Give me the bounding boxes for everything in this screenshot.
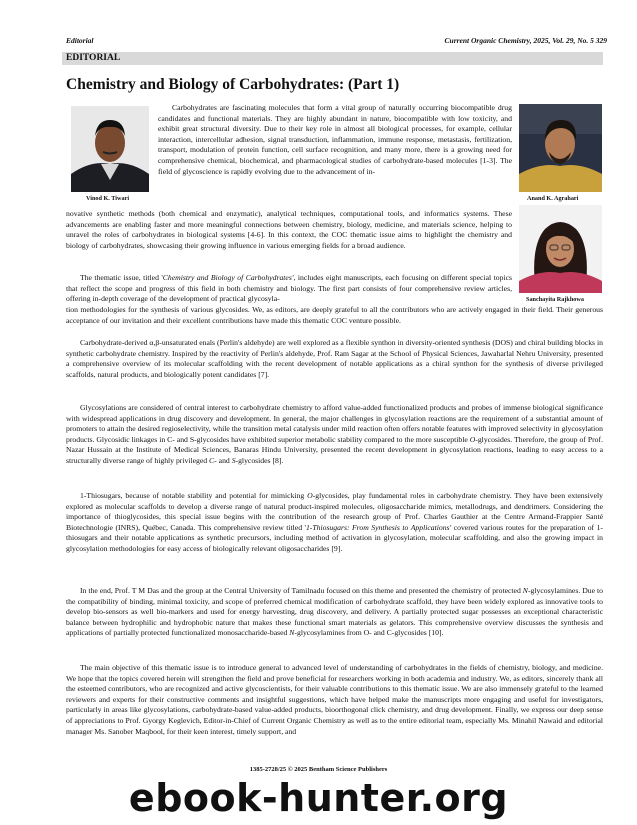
watermark: ebook-hunter.org xyxy=(128,776,509,820)
author-photo-2 xyxy=(519,104,602,192)
author-caption-3: Sanchayita Rajkhowa xyxy=(526,296,584,303)
paragraph-1a: Carbohydrates are fascinating molecules that form a vital group of naturally occurring biocompatible drug candidates and functional materials. They are highly abundant in nature, biocompatible with low toxicity, and exhibit great structural diversity. Due to their key role in almost all biological processes, for example, cellular interaction, intercellular adhesion, signal transduction, inflammation, immune response, metastasis, fertilization, transport, modulation of protein function, cell surface recognition, and many more, there is a growing need for comprehensive chemical, biochemical, and pharmacological studies of carbohydrate-based molecules [1-3]. The field of glycoscience is rapidly evolving due to the advancement of in- xyxy=(158,103,512,176)
paragraph-4: Glycosylations are considered of central interest to carbohydrate chemistry to afford value-added functionalized products and probes of immense biological significance with widespread applications in drug discovery and development. In general, the major challenges in glycosylation reactions are the requirement of a substantial amount of promoters to attain the desired regioselectivity, while the transition metal catalysis under mild reaction often offers notable features with improved selectivity in glycosylation products. Glycosidic linkages in C- and S-glycosides have exhibited superior metabolic stability compared to the more susceptible O-glycosides. Therefore, the group of Prof. Nazar Hussain at the Institute of Medical Sciences, Banaras Hindu University, presented the recent development in glycosylation reactions, leading to easy access to a structurally diverse range of highly privileged C- and S-glycosides [8]. xyxy=(66,403,603,465)
author-caption-2: Anand K. Agrahari xyxy=(527,195,579,202)
section-band: EDITORIAL xyxy=(62,52,603,65)
author-photo-3 xyxy=(519,205,602,293)
paragraph-6: In the end, Prof. T M Das and the group at the Central University of Tamilnadu focused on this theme and presented the chemistry of protected N-glycosylamines. Due to the compatibility of binding, minimal toxicity, and scope of preferred chemical modification of carbohydrate scaffold, they have been widely explored as innovative tools to develop bio-sensors as well bio-markers and used for energy harvesting, drug discovery, and delivery. A partially protected sugar possesses an exceptional characteristic balance between hydrophilic and hydrophobic nature that makes these functional smart materials as gelators. This comprehensive overview discusses the synthesis and applications of partially protected functionalized monosaccharide-based N-glycosylamines from O- and C-glycosides [10]. xyxy=(66,586,603,638)
author-caption-1: Vinod K. Tiwari xyxy=(86,195,130,202)
author-photo-1 xyxy=(71,106,149,192)
header-journal: Current Organic Chemistry, 2025, Vol. 29, No. 5 329 xyxy=(444,36,607,45)
paragraph-1b: novative synthetic methods (both chemical and enzymatic), analytical techniques, computational tools, and informatics systems. These advancements are enabling faster and more meaningful connections between chemistry, biology, medicine, and materials science, helping to unravel the roles of carbohydrates in biological systems [4-6]. In this context, the COC thematic issue aims to highlight the chemistry and biology of carbohydrates, showcasing their growing influence in various emerging fields for a broad audience. xyxy=(66,209,512,250)
paragraph-2a: The thematic issue, titled 'Chemistry and Biology of Carbohydrates', includes eight manuscripts, each focusing on different special topics that reflect the scope and progress of this field in both chemistry and biology. The first part consists of four comprehensive review articles, offering in-depth coverage of the development of practical glycosyla- xyxy=(66,273,512,304)
paragraph-5: 1-Thiosugars, because of notable stability and potential for mimicking O-glycosides, play fundamental roles in carbohydrate chemistry. They have been extensively explored as molecular scaffolds to develop a diverse range of natural product-inspired molecules, oligosaccharide mimics, metallodrugs, and dendrimers. Considering the importance of thioglycosides, this special issue begins with the contribution of the research group of Prof. Charles Gauthier at the Centre Armand-Frappier Santé Biotechnologie (INRS), Québec, Canada. This comprehensive review titled '1-Thiosugars: From Synthesis to Applications' covered various routes for the preparation of 1-thiosugars and their notable applications as synthetic precursors, including method of activation in glycosylation, molecular scaffolding, and also the growing impact in glycosylation methodologies for easy access of biologically relevant oligosaccharides [9]. xyxy=(66,491,603,553)
paragraph-2b: tion methodologies for the synthesis of various glycosides. We, as editors, are deeply grateful to all the contributors who are actively engaged in their field. Their generous acceptance of our invitation and their excellent contributions have made this thematic COC venture possible. xyxy=(66,305,603,325)
paragraph-3: Carbohydrate-derived α,β-unsaturated enals (Perlin's aldehyde) are well explored as a flexible synthon in diversity-oriented synthesis (DOS) and chiral building blocks in synthetic carbohydrate chemistry. Inspired by the reactivity of Perlin's aldehyde, Prof. Ram Sagar at the School of Physical Sciences, Jawaharlal Nehru University, presented a comprehensive overview of its molecular scaffolding with the recent development of notable applications as a chiral synthon for the synthesis of diverse privileged scaffolds, natural products, and biologically potent candidates [7]. xyxy=(66,338,603,379)
running-header xyxy=(66,36,607,48)
paragraph-7: The main objective of this thematic issue is to introduce general to advanced level of understanding of carbohydrates in the fields of chemistry, biology, and medicine. We hope that the topics covered herein will strengthen the field and prove beneficial for researchers working in both academia and industry. We, as editors, sincerely thank all the esteemed contributors, who are recognized and active glycoscientists, for their valuable contributions to this thematic issue. We are also immensely grateful to the learned reviewers and experts for their constructive comments and insightful suggestions, which have helped make the manuscripts more engaging and useful for investigators, particularly in areas like glycosylations, carbohydrate-based value-added products, bioorthogonal click chemistry, and drug development. Finally, we express our deep sense of appreciations to Prof. Gyorgy Keglevich, Editor-in-Chief of Current Organic Chemistry as well as to the entire editorial team, especially Ms. Minahil Nawaid and editorial manager Ms. Sanober Maqbool, for their keen interest, timely support, and xyxy=(66,663,603,736)
page-footer: 1385-2728/25 © 2025 Bentham Science Publishers xyxy=(249,766,388,773)
article-title: Chemistry and Biology of Carbohydrates: (Part 1) xyxy=(66,76,400,93)
header-section: Editorial xyxy=(66,36,94,45)
